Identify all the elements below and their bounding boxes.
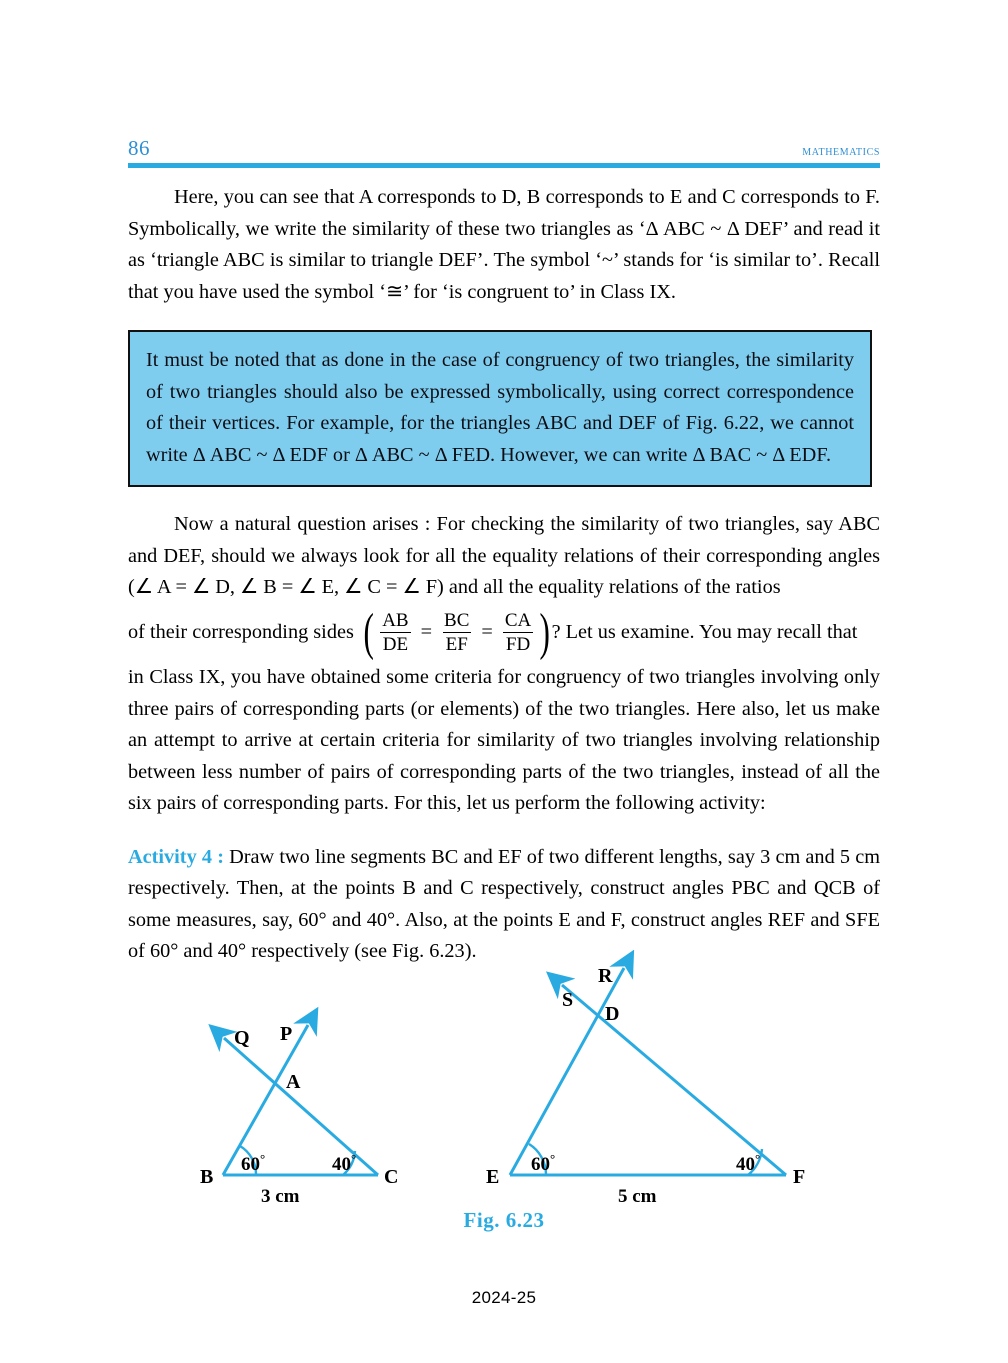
page-number: 86 xyxy=(128,136,150,160)
label-d: D xyxy=(605,1003,620,1025)
fraction-ca-fd xyxy=(502,610,534,655)
degree-symbol-e: ° xyxy=(550,1151,556,1166)
label-q: Q xyxy=(234,1027,250,1049)
fraction-ab-de xyxy=(379,610,411,655)
equals-sign-2: = xyxy=(481,621,493,644)
fraction-denominator: EF xyxy=(443,632,471,655)
angle-value-b: 60 xyxy=(241,1154,260,1175)
activity-label: Activity 4 : xyxy=(128,845,224,868)
figure-6-23 xyxy=(128,950,880,1250)
fraction-denominator: DE xyxy=(380,632,411,655)
fraction-numerator: AB xyxy=(382,610,409,632)
page-content xyxy=(128,182,880,968)
close-paren: ) xyxy=(539,603,551,661)
left-triangle-group xyxy=(200,1023,398,1207)
degree-symbol-f: ° xyxy=(755,1151,761,1166)
page-header xyxy=(128,136,880,170)
figure-svg xyxy=(128,950,880,1210)
paragraph-3: in Class IX, you have obtained some criteria for congruency of two triangles involving only three pairs of corresponding parts (or elements) of the two triangles. Here also, let us make an attempt to arrive at certain criteria for similarity of two triangles involving relationship between less number of pairs of corresponding parts of the two triangles, instead of all the six pairs of corresponding parts. For this, let us perform the following activity: xyxy=(128,666,880,815)
activity-text: Draw two line segments BC and EF of two different lengths, say 3 cm and 5 cm respectively. Then, at the points B and C respectively, construct angles PBC and QCB of some measures, say, 60° and 40°. Also, at the points E and F, construct angles REF and SFE of 60° and 40° respectively (see Fig. 6.23). xyxy=(128,845,880,963)
angle-label-b xyxy=(241,1151,265,1175)
open-paren: ( xyxy=(363,603,374,661)
label-s: S xyxy=(562,989,574,1011)
angle-label-c xyxy=(332,1151,356,1175)
fraction-denominator: FD xyxy=(503,632,533,655)
page-footer: 2024-25 xyxy=(471,1288,537,1307)
degree-symbol-c: ° xyxy=(351,1151,357,1166)
right-triangle-group xyxy=(486,965,805,1207)
angle-value-c: 40 xyxy=(332,1154,351,1175)
fraction-bc-ef xyxy=(441,610,472,655)
note-callout-text: It must be noted that as done in the case of congruency of two triangles, the similarity of two triangles should also be expressed symbolically, using correct correspondence of their vertices. For example, for the triangles ABC and DEF of Fig. 6.22, we cannot write Δ ABC ~ Δ EDF or Δ ABC ~ Δ FED. However, we can write Δ BAC ~ Δ EDF. xyxy=(146,349,854,466)
label-e: E xyxy=(486,1166,500,1188)
label-a: A xyxy=(286,1071,301,1093)
header-subject: mathematics xyxy=(802,143,880,159)
length-ef: 5 cm xyxy=(618,1186,657,1207)
header-row xyxy=(128,136,880,162)
equals-sign-1: = xyxy=(420,621,433,644)
ray-fs xyxy=(562,985,786,1175)
fraction-numerator: BC xyxy=(444,610,470,632)
ratio-tail-text: ? Let us examine. You may recall that xyxy=(551,621,858,644)
paragraph-1: Here, you can see that A corresponds to D, B corresponds to E and C corresponds to F. Symbolically, we write the similarity of these two triangles as ‘Δ ABC ~ Δ DEF’ and read it as ‘triangle ABC is similar to triangle DEF’. The symbol ‘~’ stands for ‘is similar to’. Recall that you have used the symbol ‘≅’ for ‘is congruent to’ in Class IX. xyxy=(128,186,880,303)
ratio-expression-line xyxy=(128,603,880,661)
angle-label-e xyxy=(531,1151,555,1175)
label-r: R xyxy=(598,965,613,987)
header-rule xyxy=(128,163,880,168)
length-bc: 3 cm xyxy=(261,1186,300,1207)
label-b: B xyxy=(200,1166,214,1188)
label-p: P xyxy=(280,1023,293,1045)
activity-paragraph xyxy=(128,842,880,968)
ratio-lead-text: of their corresponding sides xyxy=(128,621,354,644)
fraction-numerator: CA xyxy=(504,610,532,632)
angle-value-e: 60 xyxy=(531,1154,550,1175)
note-callout-box xyxy=(128,330,872,487)
angle-label-f xyxy=(736,1151,760,1175)
paragraph-2-part1: Now a natural question arises : For checking the similarity of two triangles, say ABC and DEF, should we always look for all the equality relations of their corresponding angles (∠ A = ∠ D, ∠ B = ∠ E, ∠ C = ∠ F) and all the equality relations of the ratios xyxy=(128,513,880,598)
figure-caption: Fig. 6.23 xyxy=(463,1208,545,1232)
angle-value-f: 40 xyxy=(736,1154,755,1175)
label-f: F xyxy=(793,1166,806,1188)
degree-symbol-b: ° xyxy=(260,1151,266,1166)
label-c: C xyxy=(384,1166,399,1188)
